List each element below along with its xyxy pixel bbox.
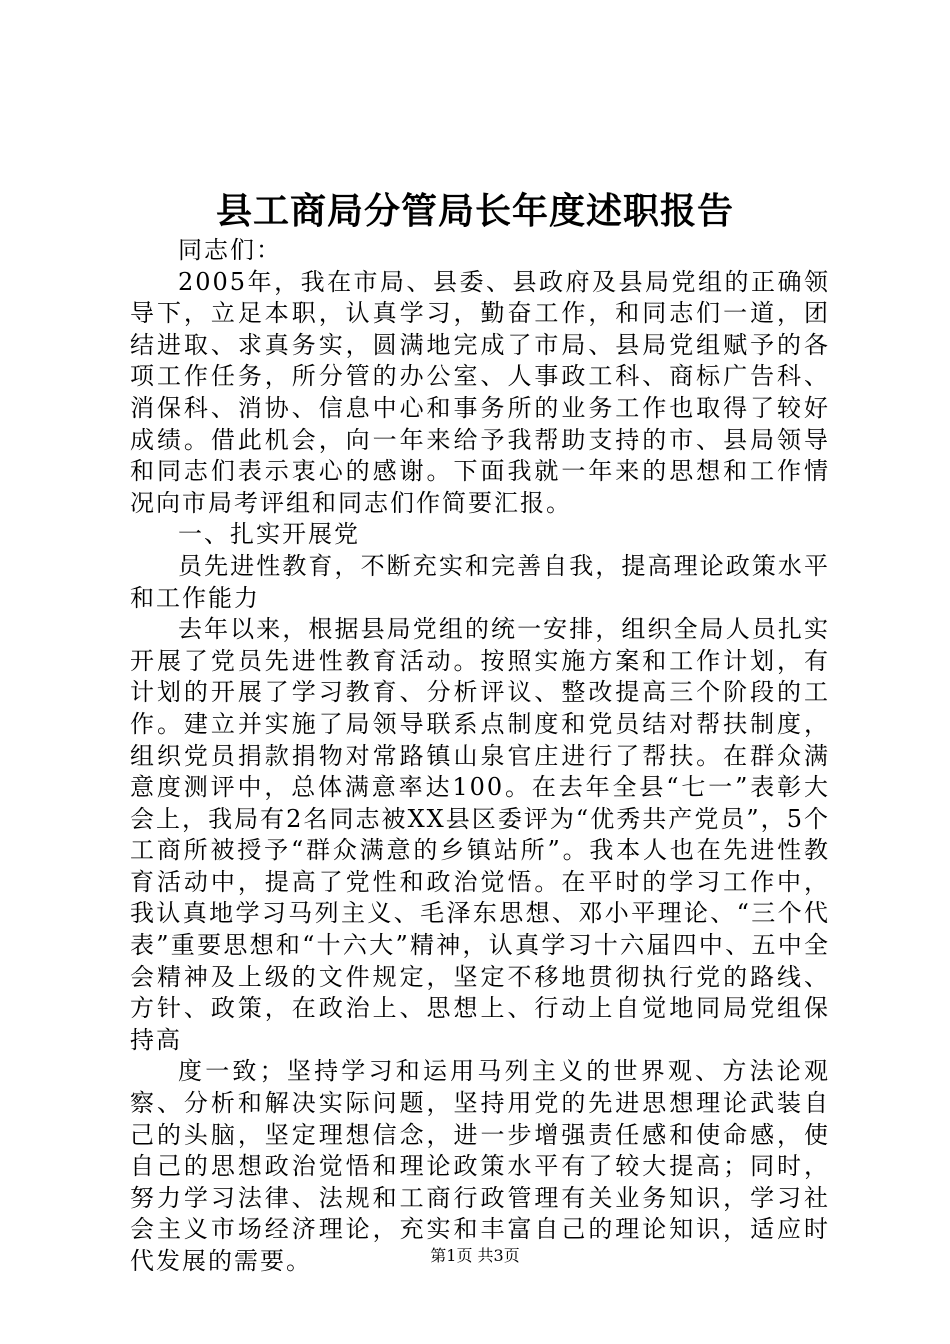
- document-title: 县工商局分管局长年度述职报告: [215, 190, 734, 232]
- paragraph-education: 去年以来，根据县局党组的统一安排，组织全局人员扎实开展了党员先进性教育活动。按照实施方案和工作计划，有计划的开展了学习教育、分析评议、整改提高三个阶段的工作。建立并实施了局领导联系点制度和党员结对帮扶制度，组织党员捐款捐物对常路镇山泉官庄进行了帮扶。在群众满意度测评中，总体满意率达100。在去年全县“七一”表彰大会上，我局有2名同志被XX县区委评为“优秀共产党员”，5个工商所被授予“群众满意的乡镇站所”。我本人也在先进性教育活动中，提高了党性和政治觉悟。在平时的学习工作中，我认真地学习马列主义、毛泽东思想、邓小平理论、“三个代表”重要思想和“十六大”精神，认真学习十六届四中、五中全会精神及上级的文件规定，坚定不移地贯彻执行党的路线、方针、政策，在政治上、思想上、行动上自觉地同局党组保持高: [130, 615, 830, 1054]
- document-body: [130, 235, 830, 1278]
- paragraph-intro: 2005年，我在市局、县委、县政府及县局党组的正确领导下，立足本职，认真学习，勤奋工作，和同志们一道，团结进取、求真务实，圆满地完成了市局、县局党组赋予的各项工作任务，所分管的办公室、人事政工科、商标广告科、消保科、消协、信息中心和事务所的业务工作也取得了较好成绩。借此机会，向一年来给予我帮助支持的市、县局领导和同志们表示衷心的感谢。下面我就一年来的思想和工作情况向市局考评组和同志们作简要汇报。: [130, 267, 830, 517]
- section-heading-1-continued: 员先进性教育，不断充实和完善自我，提高理论政策水平和工作能力: [130, 551, 830, 612]
- page-footer: 第1页 共3页: [430, 1246, 520, 1265]
- section-heading-1: 一、扎实开展党: [178, 520, 360, 549]
- salutation: 同志们：: [178, 236, 282, 264]
- paragraph-study: 度一致；坚持学习和运用马列主义的世界观、方法论观察、分析和解决实际问题，坚持用党的先进思想理论武装自己的头脑，坚定理想信念，进一步增强责任感和使命感，使自己的思想政治觉悟和理论政策水平有了较大提高；同时，努力学习法律、法规和工商行政管理有关业务知识，学习社会主义市场经济理论，充实和丰富自己的理论知识，适应时代发展的需要。: [130, 1057, 830, 1275]
